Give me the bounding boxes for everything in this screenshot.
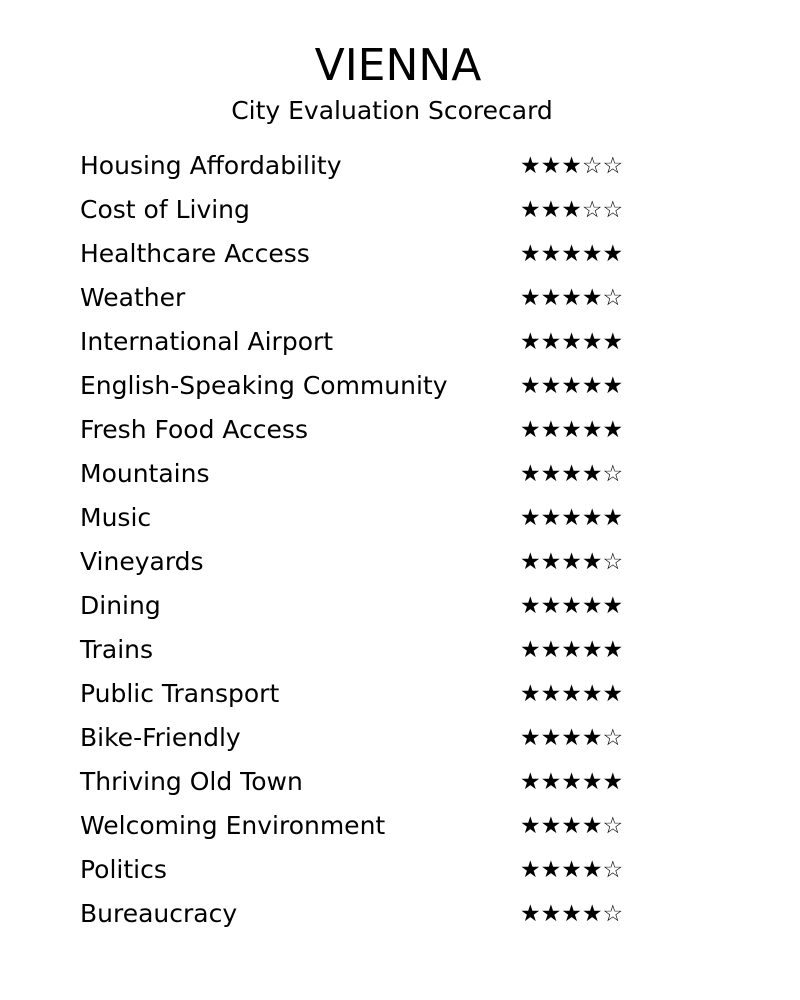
star-filled-icon: ★ bbox=[561, 769, 582, 795]
star-rating bbox=[520, 766, 623, 798]
star-empty-icon: ☆ bbox=[602, 813, 624, 839]
star-rating bbox=[520, 502, 623, 534]
rating-row bbox=[80, 892, 680, 936]
star-filled-icon: ★ bbox=[540, 241, 562, 267]
rating-row bbox=[80, 232, 680, 276]
rating-row bbox=[80, 716, 680, 760]
star-filled-icon: ★ bbox=[540, 505, 562, 531]
rating-label: Cost of Living bbox=[80, 195, 250, 224]
star-rating bbox=[520, 282, 623, 314]
star-filled-icon: ★ bbox=[520, 681, 541, 707]
rating-row bbox=[80, 540, 680, 584]
rating-label: International Airport bbox=[80, 327, 334, 356]
star-rating bbox=[520, 458, 623, 490]
rating-label: Healthcare Access bbox=[80, 239, 310, 268]
star-empty-icon: ☆ bbox=[602, 549, 624, 575]
star-filled-icon: ★ bbox=[540, 285, 562, 311]
star-empty-icon: ☆ bbox=[602, 857, 624, 883]
rating-label: Fresh Food Access bbox=[80, 415, 308, 444]
rating-row bbox=[80, 276, 680, 320]
rating-label: Bike-Friendly bbox=[80, 723, 241, 752]
star-filled-icon: ★ bbox=[602, 769, 624, 795]
star-rating bbox=[520, 150, 623, 182]
star-rating bbox=[520, 590, 623, 622]
star-filled-icon: ★ bbox=[561, 329, 582, 355]
star-filled-icon: ★ bbox=[581, 901, 603, 927]
rating-label: Bureaucracy bbox=[80, 899, 238, 928]
rating-label: Housing Affordability bbox=[80, 151, 342, 180]
rating-label: English-Speaking Community bbox=[80, 371, 448, 400]
rating-row bbox=[80, 628, 680, 672]
star-filled-icon: ★ bbox=[561, 549, 582, 575]
star-filled-icon: ★ bbox=[520, 373, 541, 399]
star-filled-icon: ★ bbox=[581, 637, 603, 663]
star-rating bbox=[520, 326, 623, 358]
rating-label: Vineyards bbox=[80, 547, 204, 576]
star-filled-icon: ★ bbox=[540, 637, 562, 663]
rating-row bbox=[80, 188, 680, 232]
rating-row bbox=[80, 452, 680, 496]
star-filled-icon: ★ bbox=[561, 417, 582, 443]
star-filled-icon: ★ bbox=[602, 417, 624, 443]
star-rating bbox=[520, 370, 623, 402]
star-rating bbox=[520, 810, 623, 842]
rating-row bbox=[80, 804, 680, 848]
ratings-list bbox=[80, 144, 680, 936]
rating-label: Politics bbox=[80, 855, 167, 884]
star-empty-icon: ☆ bbox=[581, 197, 603, 223]
star-filled-icon: ★ bbox=[520, 813, 541, 839]
star-filled-icon: ★ bbox=[561, 681, 582, 707]
star-rating bbox=[520, 634, 623, 666]
star-rating bbox=[520, 678, 623, 710]
rating-label: Trains bbox=[80, 635, 154, 664]
star-rating bbox=[520, 238, 623, 270]
star-filled-icon: ★ bbox=[581, 857, 603, 883]
star-empty-icon: ☆ bbox=[602, 197, 624, 223]
star-filled-icon: ★ bbox=[581, 505, 603, 531]
star-filled-icon: ★ bbox=[561, 725, 582, 751]
star-empty-icon: ☆ bbox=[602, 725, 624, 751]
star-filled-icon: ★ bbox=[602, 241, 624, 267]
star-filled-icon: ★ bbox=[520, 769, 541, 795]
star-filled-icon: ★ bbox=[581, 285, 603, 311]
rating-row bbox=[80, 496, 680, 540]
page-title: VIENNA bbox=[314, 40, 482, 91]
rating-row bbox=[80, 144, 680, 188]
star-filled-icon: ★ bbox=[540, 329, 562, 355]
star-filled-icon: ★ bbox=[540, 593, 562, 619]
star-filled-icon: ★ bbox=[540, 681, 562, 707]
star-filled-icon: ★ bbox=[520, 461, 541, 487]
star-filled-icon: ★ bbox=[540, 813, 562, 839]
star-filled-icon: ★ bbox=[581, 417, 603, 443]
star-rating bbox=[520, 194, 623, 226]
star-filled-icon: ★ bbox=[561, 241, 582, 267]
star-filled-icon: ★ bbox=[540, 725, 562, 751]
star-filled-icon: ★ bbox=[581, 681, 603, 707]
star-filled-icon: ★ bbox=[561, 901, 582, 927]
rating-row bbox=[80, 848, 680, 892]
star-filled-icon: ★ bbox=[602, 505, 624, 531]
star-filled-icon: ★ bbox=[520, 725, 541, 751]
star-filled-icon: ★ bbox=[561, 285, 582, 311]
star-rating bbox=[520, 414, 623, 446]
star-filled-icon: ★ bbox=[520, 637, 541, 663]
star-filled-icon: ★ bbox=[540, 373, 562, 399]
star-filled-icon: ★ bbox=[602, 373, 624, 399]
rating-row bbox=[80, 672, 680, 716]
star-filled-icon: ★ bbox=[581, 241, 603, 267]
star-rating bbox=[520, 546, 623, 578]
star-filled-icon: ★ bbox=[561, 373, 582, 399]
star-filled-icon: ★ bbox=[540, 197, 562, 223]
rating-label: Thriving Old Town bbox=[80, 767, 303, 796]
rating-row bbox=[80, 584, 680, 628]
star-filled-icon: ★ bbox=[602, 593, 624, 619]
star-filled-icon: ★ bbox=[561, 857, 582, 883]
star-filled-icon: ★ bbox=[561, 593, 582, 619]
star-filled-icon: ★ bbox=[581, 593, 603, 619]
star-empty-icon: ☆ bbox=[581, 153, 603, 179]
star-filled-icon: ★ bbox=[520, 329, 541, 355]
star-filled-icon: ★ bbox=[540, 901, 562, 927]
star-rating bbox=[520, 854, 623, 886]
rating-row bbox=[80, 320, 680, 364]
star-filled-icon: ★ bbox=[602, 681, 624, 707]
star-filled-icon: ★ bbox=[540, 857, 562, 883]
star-filled-icon: ★ bbox=[581, 813, 603, 839]
star-filled-icon: ★ bbox=[520, 417, 541, 443]
star-filled-icon: ★ bbox=[520, 285, 541, 311]
star-empty-icon: ☆ bbox=[602, 461, 624, 487]
star-filled-icon: ★ bbox=[561, 153, 582, 179]
star-filled-icon: ★ bbox=[581, 373, 603, 399]
star-filled-icon: ★ bbox=[520, 593, 541, 619]
star-filled-icon: ★ bbox=[540, 461, 562, 487]
rating-label: Dining bbox=[80, 591, 161, 620]
star-filled-icon: ★ bbox=[581, 725, 603, 751]
star-filled-icon: ★ bbox=[561, 637, 582, 663]
star-filled-icon: ★ bbox=[520, 505, 541, 531]
star-empty-icon: ☆ bbox=[602, 285, 624, 311]
star-filled-icon: ★ bbox=[581, 329, 603, 355]
star-filled-icon: ★ bbox=[520, 241, 541, 267]
star-rating bbox=[520, 898, 623, 930]
rating-label: Music bbox=[80, 503, 152, 532]
star-filled-icon: ★ bbox=[540, 769, 562, 795]
star-filled-icon: ★ bbox=[581, 461, 603, 487]
rating-label: Public Transport bbox=[80, 679, 280, 708]
star-filled-icon: ★ bbox=[581, 549, 603, 575]
rating-label: Mountains bbox=[80, 459, 210, 488]
star-filled-icon: ★ bbox=[520, 901, 541, 927]
star-filled-icon: ★ bbox=[602, 329, 624, 355]
star-rating bbox=[520, 722, 623, 754]
star-filled-icon: ★ bbox=[561, 461, 582, 487]
star-filled-icon: ★ bbox=[520, 549, 541, 575]
rating-label: Weather bbox=[80, 283, 186, 312]
page-subtitle: City Evaluation Scorecard bbox=[231, 96, 553, 125]
star-filled-icon: ★ bbox=[540, 417, 562, 443]
star-empty-icon: ☆ bbox=[602, 153, 624, 179]
star-filled-icon: ★ bbox=[561, 813, 582, 839]
star-filled-icon: ★ bbox=[520, 153, 541, 179]
rating-row bbox=[80, 760, 680, 804]
rating-row bbox=[80, 408, 680, 452]
star-filled-icon: ★ bbox=[540, 153, 562, 179]
star-filled-icon: ★ bbox=[520, 197, 541, 223]
star-filled-icon: ★ bbox=[561, 197, 582, 223]
star-empty-icon: ☆ bbox=[602, 901, 624, 927]
star-filled-icon: ★ bbox=[581, 769, 603, 795]
rating-row bbox=[80, 364, 680, 408]
star-filled-icon: ★ bbox=[540, 549, 562, 575]
star-filled-icon: ★ bbox=[602, 637, 624, 663]
star-filled-icon: ★ bbox=[520, 857, 541, 883]
rating-label: Welcoming Environment bbox=[80, 811, 386, 840]
star-filled-icon: ★ bbox=[561, 505, 582, 531]
